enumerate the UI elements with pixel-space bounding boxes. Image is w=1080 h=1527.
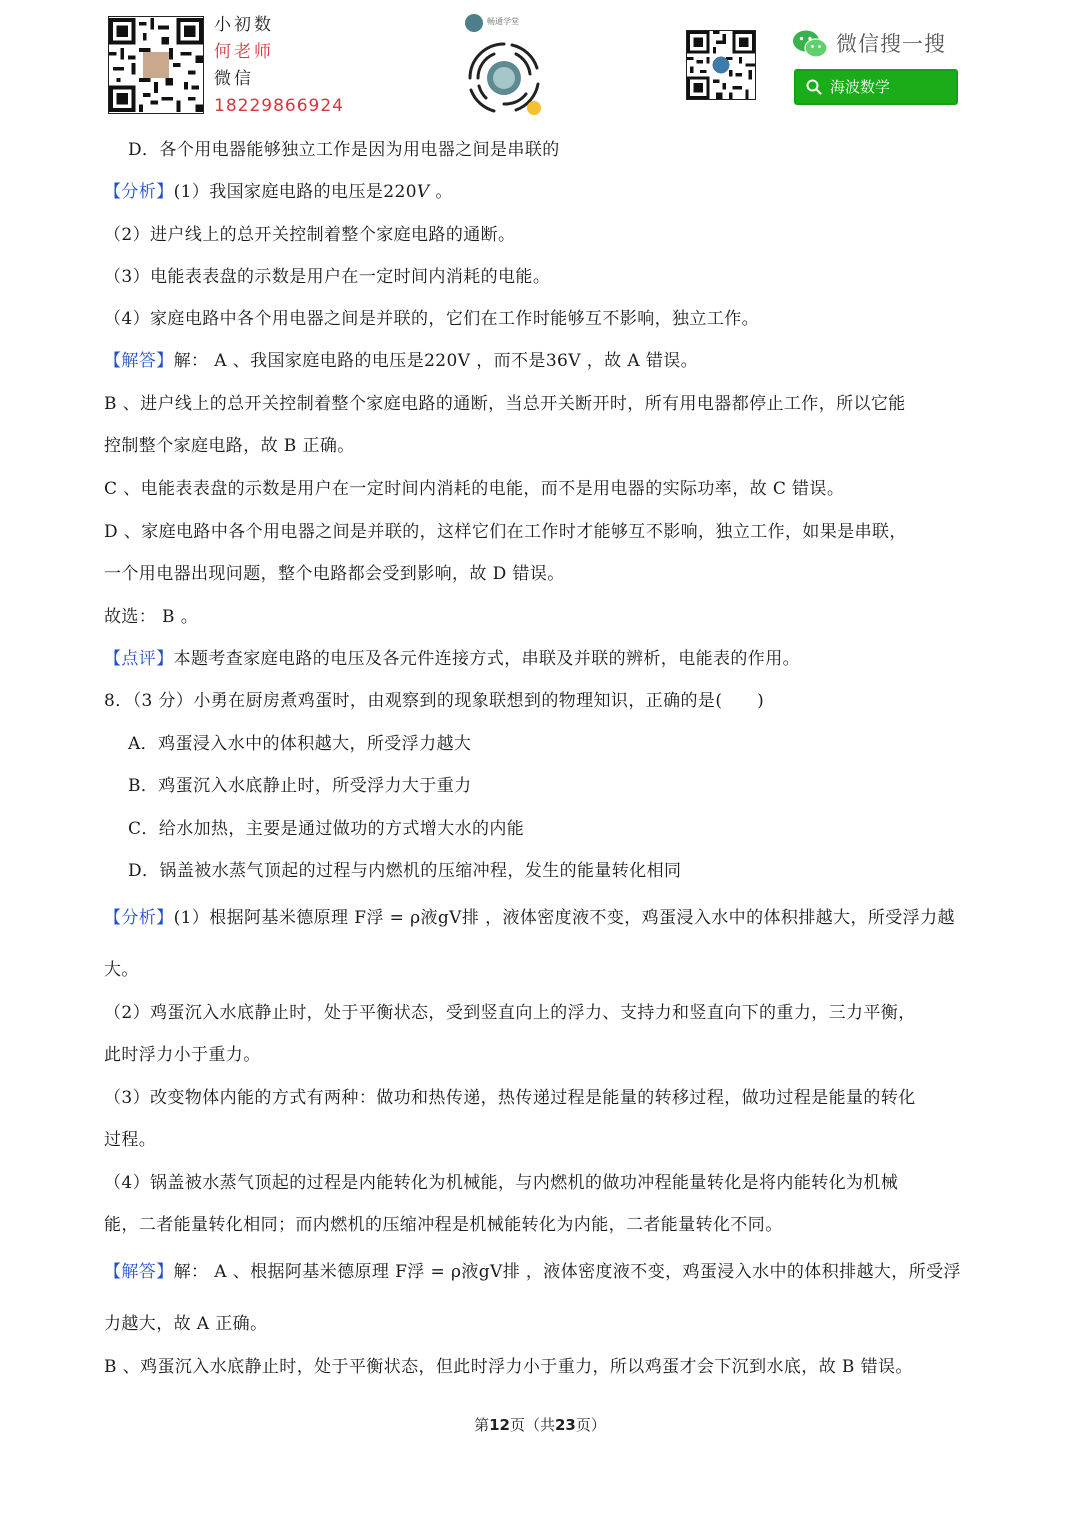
analysis-8-line-4: 此时浮力小于重力。 xyxy=(104,1045,261,1065)
qr-code-official-account[interactable] xyxy=(686,30,756,100)
qr-code-icon xyxy=(109,17,203,113)
analysis-8-line-8: 能，二者能量转化相同；而内燃机的压缩冲程是机械能转化为内能，二者能量转化不同。 xyxy=(104,1215,783,1235)
search-icon xyxy=(806,79,822,95)
analysis-7-line-2: （2）进户线上的总开关控制着整个家庭电路的通断。 xyxy=(104,225,516,245)
answer-7-line-5: D 、家庭电路中各个用电器之间是并联的，这样它们在工作时才能够互不影响，独立工作，如果是串联， xyxy=(104,522,907,542)
analysis-tag: 【分析】 xyxy=(104,182,174,202)
analysis-7-line-3: （3）电能表表盘的示数是用户在一定时间内消耗的电能。 xyxy=(104,267,551,287)
answer-tag: 【解答】 xyxy=(104,351,174,371)
answer-8-line-1: 【解答】解： A 、根据阿基米德原理 F浮 = ρ液gV排 ，液体密度液不变，鸡蛋浸入水中的体积排越大，所受浮 xyxy=(104,1262,961,1282)
analysis-7-line-1: 【分析】(1）我国家庭电路的电压是220V 。 xyxy=(104,182,453,202)
mini-program-code-icon xyxy=(464,38,544,118)
page-header xyxy=(0,0,1080,125)
mini-program-code[interactable] xyxy=(464,38,544,118)
contact-line-phone: 18229866924 xyxy=(214,96,344,116)
answer-7-line-2: B 、进户线上的总开关控制着整个家庭电路的通断，当总开关断开时，所有用电器都停止工作，所以它能 xyxy=(104,394,906,414)
wechat-search-text: 微信搜一搜 xyxy=(836,32,946,56)
page-number: 第12页（共23页） xyxy=(474,1416,606,1434)
teacher-contact xyxy=(214,12,344,120)
answer-8-line-3: B 、鸡蛋沉入水底静止时，处于平衡状态，但此时浮力小于重力，所以鸡蛋才会下沉到水底，故 B 错误。 xyxy=(104,1357,913,1377)
qr-code-contact[interactable] xyxy=(108,16,204,114)
comment-7: 【点评】本题考查家庭电路的电压及各元件连接方式，串联及并联的辨析，电能表的作用。 xyxy=(104,649,801,669)
question-8-stem: 8．（3 分）小勇在厨房煮鸡蛋时，由观察到的现象联想到的物理知识，正确的是( ) xyxy=(104,691,765,711)
analysis-8-line-1: 【分析】(1）根据阿基米德原理 F浮 = ρ液gV排 ，液体密度液不变，鸡蛋浸入水中的体积排越大，所受浮力越 xyxy=(104,908,955,928)
avatar xyxy=(143,52,169,78)
analysis-7-line-4: （4）家庭电路中各个用电器之间是并联的，它们在工作时能够互不影响，独立工作。 xyxy=(104,309,760,329)
contact-line-wechat: 微信 xyxy=(214,69,254,89)
answer-8-line-2: 力越大，故 A 正确。 xyxy=(104,1314,268,1334)
answer-7-line-1: 【解答】解： A 、我国家庭电路的电压是220V ，而不是36V ，故 A 错误。 xyxy=(104,351,699,371)
search-account-button[interactable] xyxy=(794,69,958,105)
search-account-label: 海波数学 xyxy=(830,78,891,96)
contact-line-brand: 小初数 xyxy=(214,15,274,35)
analysis-8-line-2: 大。 xyxy=(104,960,139,980)
analysis-8-line-5: （3）改变物体内能的方式有两种：做功和热传递，热传递过程是能量的转移过程，做功过程是能量的转化 xyxy=(104,1088,916,1108)
analysis-tag: 【分析】 xyxy=(104,908,174,928)
answer-7-choice: 故选： B 。 xyxy=(104,607,199,627)
qr-code-icon xyxy=(687,31,755,99)
option-b-8: B．鸡蛋沉入水底静止时，所受浮力大于重力 xyxy=(128,776,472,796)
comment-tag: 【点评】 xyxy=(104,649,174,669)
wechat-search-brand xyxy=(792,27,962,61)
answer-tag: 【解答】 xyxy=(104,1262,174,1282)
analysis-8-line-7: （4）锅盖被水蒸气顶起的过程是内能转化为机械能，与内燃机的做功冲程能量转化是将内能转化为机械 xyxy=(104,1173,899,1193)
analysis-8-line-3: （2）鸡蛋沉入水底静止时，处于平衡状态，受到竖直向上的浮力、支持力和竖直向下的重力，三力平衡， xyxy=(104,1003,916,1023)
answer-7-line-3: 控制整个家庭电路，故 B 正确。 xyxy=(104,436,355,456)
option-d-8: D．锅盖被水蒸气顶起的过程与内燃机的压缩冲程，发生的能量转化相同 xyxy=(128,861,682,881)
analysis-8-line-6: 过程。 xyxy=(104,1130,157,1150)
option-a-8: A．鸡蛋浸入水中的体积越大，所受浮力越大 xyxy=(128,734,472,754)
option-d-7: D．各个用电器能够独立工作是因为用电器之间是串联的 xyxy=(128,140,560,160)
contact-line-teacher: 何老师 xyxy=(214,42,274,62)
mini-program-logo-icon xyxy=(465,14,483,32)
answer-7-line-4: C 、电能表表盘的示数是用户在一定时间内消耗的电能，而不是用电器的实际功率，故 C 错误。 xyxy=(104,479,845,499)
wechat-logo-icon xyxy=(792,29,828,59)
answer-7-line-6: 一个用电器出现问题，整个电路都会受到影响，故 D 错误。 xyxy=(104,564,565,584)
mini-program-name: 畅通学堂 xyxy=(487,17,519,26)
option-c-8: C．给水加热，主要是通过做功的方式增大水的内能 xyxy=(128,819,525,839)
